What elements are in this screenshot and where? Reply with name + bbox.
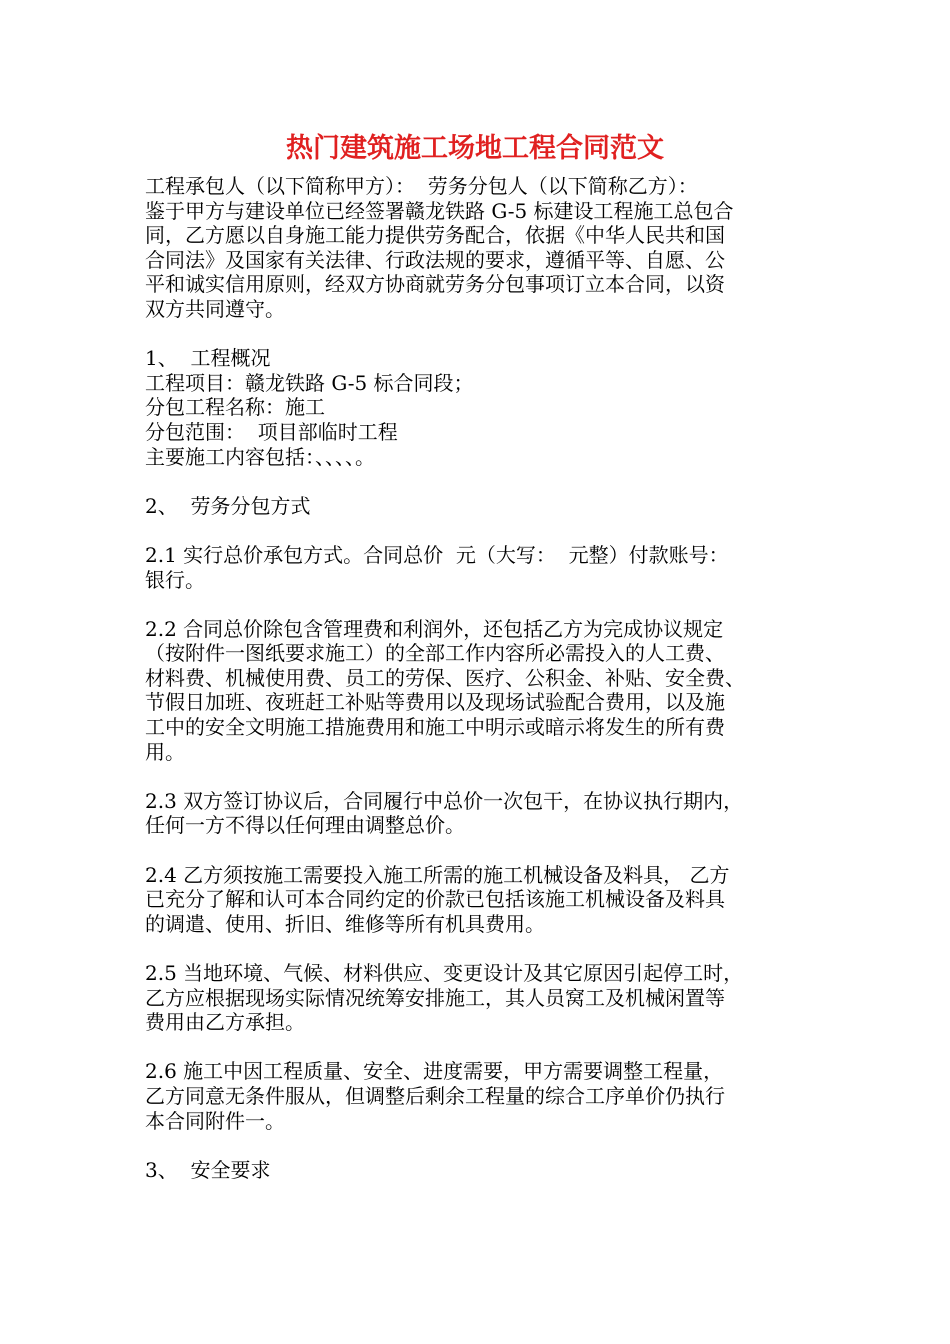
text-line: 银行。 <box>145 567 205 592</box>
text-line: 主要施工内容包括：、、、、。 <box>145 444 375 469</box>
text-line: 乙方同意无条件服从，但调整后剩余工程量的综合工序单价仍执行 <box>145 1083 725 1108</box>
text-line: 2.4 乙方须按施工需要投入施工所需的施工机械设备及料具， 乙方 <box>145 862 730 887</box>
text-line: 工程承包人（以下简称甲方）： 劳务分包人（以下简称乙方）： <box>145 174 698 198</box>
blank-line <box>145 764 825 789</box>
blank-line <box>145 1133 825 1158</box>
text-line: 工程项目：赣龙铁路 G-5 标合同段； <box>145 370 474 395</box>
blank-line <box>145 936 825 961</box>
text-line: 乙方应根据现场实际情况统筹安排施工，其人员窝工及机械闲置等 <box>145 985 725 1010</box>
text-line: 2、 劳务分包方式 <box>145 493 311 518</box>
text-line: 2.2 合同总价除包含管理费和利润外，还包括乙方为完成协议规定 <box>145 616 724 641</box>
text-line: 用。 <box>145 739 185 764</box>
blank-line <box>145 518 825 543</box>
text-line: 1、 工程概况 <box>145 346 271 371</box>
text-line: （按附件一图纸要求施工）的全部工作内容所必需投入的人工费、 <box>145 641 725 666</box>
text-line: 平和诚实信用原则，经双方协商就劳务分包事项订立本合同，以资 <box>145 272 725 297</box>
text-line: 任何一方不得以任何理由调整总价。 <box>145 813 465 838</box>
blank-line <box>145 838 825 863</box>
document-title: 热门建筑施工场地工程合同范文 <box>286 133 664 164</box>
text-line: 双方共同遵守。 <box>145 296 285 321</box>
text-line: 合同法》及国家有关法律、行政法规的要求，遵循平等、自愿、公 <box>145 247 725 272</box>
text-line: 2.6 施工中因工程质量、安全、进度需要，甲方需要调整工程量， <box>145 1059 724 1084</box>
text-line: 费用由乙方承担。 <box>145 1010 305 1035</box>
blank-line <box>145 592 825 617</box>
text-line: 3、 安全要求 <box>145 1157 271 1182</box>
text-line: 本合同附件一。 <box>145 1108 285 1133</box>
text-line: 2.5 当地环境、气候、材料供应、变更设计及其它原因引起停工时， <box>145 961 744 985</box>
text-line: 同，乙方愿以自身施工能力提供劳务配合，依据《中华人民共和国 <box>145 223 725 248</box>
text-line: 的调遣、使用、折旧、维修等所有机具费用。 <box>145 911 545 936</box>
text-line: 材料费、机械使用费、员工的劳保、医疗、公积金、补贴、安全费、 <box>145 665 745 690</box>
blank-line <box>145 1035 825 1060</box>
text-line: 2.1 实行总价承包方式。合同总价 元（大写： 元整）付款账号： <box>145 542 729 567</box>
text-line: 工中的安全文明施工措施费用和施工中明示或暗示将发生的所有费 <box>145 715 725 740</box>
text-line: 分包范围： 项目部临时工程 <box>145 419 398 444</box>
text-line: 鉴于甲方与建设单位已经签署赣龙铁路 G-5 标建设工程施工总包合 <box>145 198 734 223</box>
text-line: 节假日加班、夜班赶工补贴等费用以及现场试验配合费用，以及施 <box>145 690 725 715</box>
text-line: 2.3 双方签订协议后，合同履行中总价一次包干，在协议执行期内， <box>145 788 744 813</box>
document-body <box>145 174 825 1182</box>
text-line: 已充分了解和认可本合同约定的价款已包括该施工机械设备及料具 <box>145 887 725 912</box>
text-line: 分包工程名称：施工 <box>145 395 325 420</box>
blank-line <box>145 469 825 494</box>
blank-line <box>145 322 825 347</box>
